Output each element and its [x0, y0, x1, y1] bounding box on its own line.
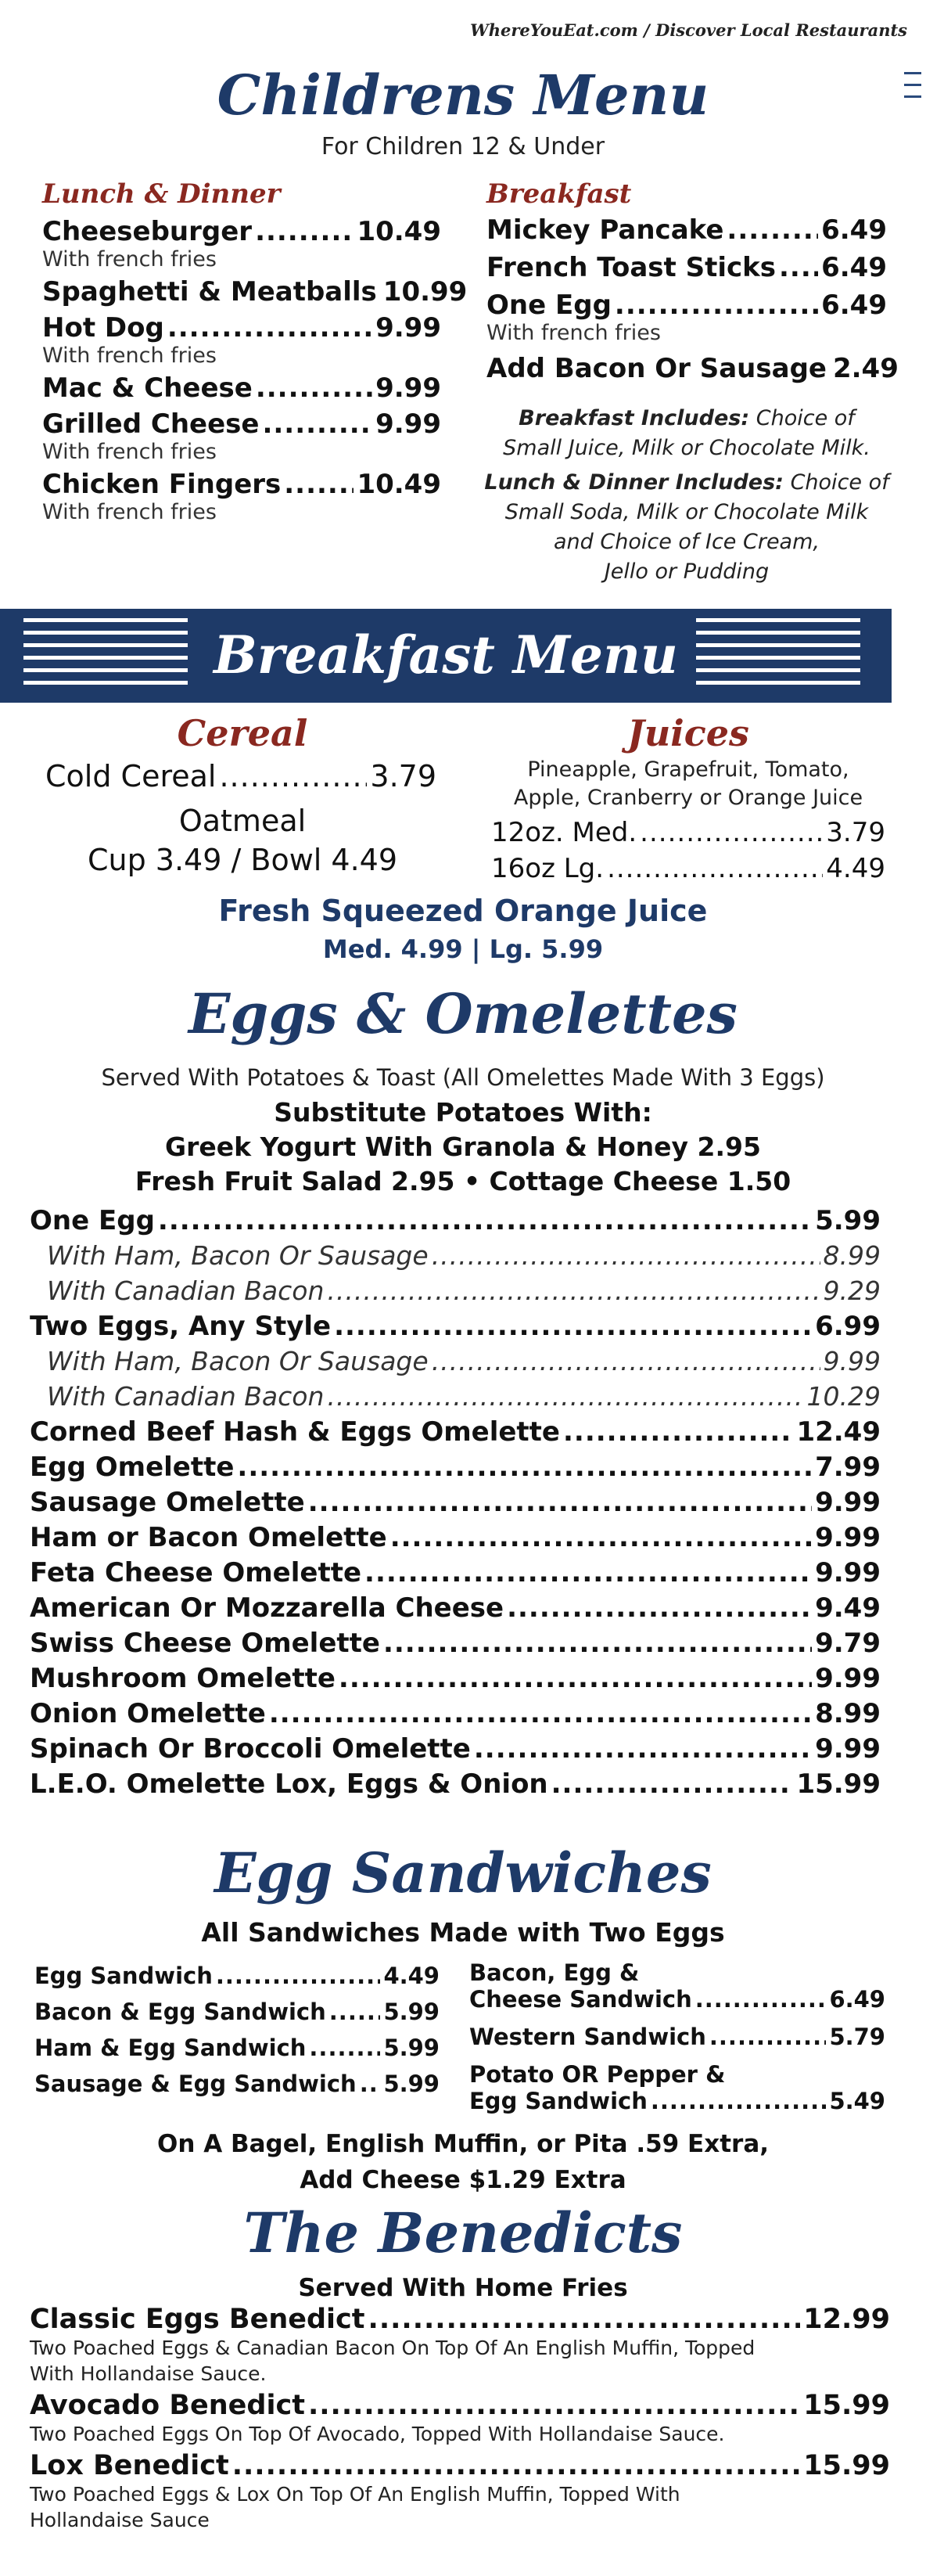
cold-cereal-row: Cold Cereal ..... 3.79	[45, 759, 436, 793]
juices-description: Pineapple, Grapefruit, Tomato, Apple, Cranberry or Orange Juice	[513, 757, 863, 810]
eggs-omelettes-title: Eggs & Omelettes	[188, 981, 738, 1046]
kid-item-mac-cheese: Mac & Cheese ..... 9.99	[42, 372, 441, 404]
egg-item-price: 9.99	[823, 1346, 881, 1376]
breakfast-menu-banner	[0, 609, 892, 703]
kid-item-note: With french fries	[42, 500, 217, 524]
egg-item-name: Swiss Cheese Omelette	[30, 1628, 380, 1659]
egg-item-row	[30, 1663, 881, 1698]
egg-item-row	[30, 1557, 881, 1592]
egg-sandwiches-title: Egg Sandwiches	[214, 1840, 712, 1905]
egg-item-name: Onion Omelette	[30, 1698, 266, 1729]
juices-heading: Juices	[627, 712, 749, 754]
kid-item-mickey-pancake: Mickey Pancake ..... 6.49	[486, 214, 887, 246]
breakfast-includes-note: Breakfast Includes: Choice of Small Juice, Milk or Chocolate Milk.	[503, 406, 870, 460]
egg-item-row	[30, 1452, 881, 1487]
leader-dots	[327, 1381, 803, 1412]
egg-item-row	[30, 1698, 881, 1733]
sandwiches-left-list	[34, 1963, 440, 2106]
egg-item-price: 9.99	[815, 1487, 881, 1518]
egg-item-price: 9.79	[815, 1628, 881, 1659]
egg-item-row	[30, 1205, 881, 1240]
kids-menu-title: Childrens Menu	[217, 63, 709, 128]
egg-item-name: Feta Cheese Omelette	[30, 1557, 362, 1588]
egg-item-row	[30, 1522, 881, 1557]
kid-item-spaghetti: Spaghetti & Meatballs 10.99	[42, 276, 468, 308]
substitute-option-2: Fresh Fruit Salad 2.95 • Cottage Cheese 1.50	[135, 1166, 791, 1196]
leader-dots	[158, 1205, 812, 1236]
egg-item-name: Ham or Bacon Omelette	[30, 1522, 387, 1553]
kid-item-cheeseburger: Cheeseburger ..... 10.49	[42, 216, 441, 247]
fresh-oj-prices: Med. 4.99 | Lg. 5.99	[322, 934, 604, 964]
kid-item-french-toast: French Toast Sticks ..... 6.49	[486, 252, 887, 283]
sandwich-extra-2: Add Cheese $1.29 Extra	[300, 2166, 626, 2194]
substitute-option-1: Greek Yogurt With Granola & Honey 2.95	[165, 1131, 761, 1162]
leader-dots	[383, 1628, 812, 1659]
kid-item-one-egg: One Egg ..... 6.49	[486, 290, 887, 321]
juice-sizes	[491, 817, 885, 884]
leader-dots	[432, 1240, 820, 1271]
egg-item-price: 6.99	[815, 1311, 881, 1342]
kids-lunch-list	[42, 216, 468, 524]
egg-item-price: 9.29	[823, 1275, 881, 1306]
juice-size-med: 12oz. Med. ..... 3.79	[491, 817, 885, 848]
leader-dots	[551, 1768, 794, 1800]
leader-dots	[237, 1452, 812, 1483]
egg-item-price: 15.99	[796, 1768, 881, 1800]
egg-item-row	[30, 1592, 881, 1628]
kid-item-note: With french fries	[486, 321, 661, 345]
benedicts-title: The Benedicts	[243, 2200, 683, 2265]
egg-item-row	[30, 1346, 881, 1381]
oatmeal-label: Oatmeal	[178, 804, 307, 838]
egg-item-name: With Ham, Bacon Or Sausage	[47, 1346, 429, 1376]
leader-dots	[334, 1311, 812, 1342]
benedict-avocado-desc: Two Poached Eggs On Top Of Avocado, Topped With Hollandaise Sauce.	[30, 2423, 725, 2445]
benedict-avocado: Avocado Benedict ..... 15.99	[30, 2390, 890, 2421]
benedicts-subtitle: Served With Home Fries	[298, 2274, 628, 2302]
sandwiches-subtitle: All Sandwiches Made with Two Eggs	[201, 1917, 725, 1948]
sandwich-ham-egg: Ham & Egg Sandwich ..... 5.99	[34, 2035, 440, 2071]
sandwich-bacon-egg-cheese-line1: Bacon, Egg &	[469, 1959, 640, 1986]
egg-item-row	[30, 1487, 881, 1522]
egg-item-price: 8.99	[815, 1698, 881, 1729]
egg-item-name: One Egg	[30, 1205, 155, 1236]
kid-item-chicken-fingers: Chicken Fingers ..... 10.49	[42, 469, 441, 500]
egg-item-row	[30, 1768, 881, 1804]
egg-item-row	[30, 1381, 881, 1416]
egg-item-name: American Or Mozzarella Cheese	[30, 1592, 504, 1624]
sandwich-sausage-egg: Sausage & Egg Sandwich ..... 5.99	[34, 2071, 440, 2106]
kid-item-add-bacon: Add Bacon Or Sausage 2.49	[486, 353, 899, 384]
sandwich-bacon-egg: Bacon & Egg Sandwich ..... 5.99	[34, 1999, 440, 2035]
egg-item-name: Mushroom Omelette	[30, 1663, 336, 1694]
kid-item-note: With french fries	[42, 247, 217, 272]
benedict-lox-desc: Two Poached Eggs & Lox On Top Of An English Muffin, Topped With Hollandaise Sauce	[30, 2483, 680, 2531]
sandwich-extra-1: On A Bagel, English Muffin, or Pita .59 Extra,	[156, 2130, 770, 2158]
egg-item-row	[30, 1275, 881, 1311]
leader-dots	[339, 1663, 812, 1694]
kid-item-grilled-cheese: Grilled Cheese ..... 9.99	[42, 408, 441, 440]
egg-item-row	[30, 1416, 881, 1452]
leader-dots	[308, 1487, 812, 1518]
sandwich-egg: Egg Sandwich ..... 4.49	[34, 1963, 440, 1999]
kid-item-note: With french fries	[42, 440, 217, 464]
leader-dots	[390, 1522, 812, 1553]
egg-item-price: 10.29	[806, 1381, 881, 1412]
egg-item-price: 9.99	[815, 1663, 881, 1694]
leader-dots	[507, 1592, 812, 1624]
oatmeal-prices: Cup 3.49 / Bowl 4.49	[87, 843, 398, 877]
egg-item-price: 9.49	[815, 1592, 881, 1624]
egg-item-name: Corned Beef Hash & Eggs Omelette	[30, 1416, 560, 1448]
benedict-classic: Classic Eggs Benedict ..... 12.99	[30, 2304, 890, 2335]
egg-item-name: Spinach Or Broccoli Omelette	[30, 1733, 471, 1765]
egg-item-price: 9.99	[815, 1733, 881, 1765]
egg-item-name: Two Eggs, Any Style	[30, 1311, 332, 1342]
kids-lunch-heading: Lunch & Dinner	[42, 178, 281, 210]
leader-dots	[364, 1557, 812, 1588]
egg-item-price: 5.99	[815, 1205, 881, 1236]
substitute-heading: Substitute Potatoes With:	[274, 1097, 652, 1128]
leader-dots	[563, 1416, 793, 1448]
sandwich-bacon-egg-cheese: Cheese Sandwich ..... 6.49	[469, 1986, 885, 2024]
benedict-classic-desc: Two Poached Eggs & Canadian Bacon On Top Of An English Muffin, Topped With Hollandaise Sauce.	[30, 2337, 756, 2385]
egg-item-price: 7.99	[815, 1452, 881, 1483]
egg-item-name: Sausage Omelette	[30, 1487, 305, 1518]
sandwich-western: Western Sandwich ..... 5.79	[469, 2024, 885, 2061]
breakfast-menu-title: Breakfast Menu	[214, 624, 678, 685]
leader-dots	[432, 1346, 820, 1376]
benedicts-list	[30, 2304, 890, 2533]
egg-item-name: With Ham, Bacon Or Sausage	[47, 1240, 429, 1271]
leader-dots	[327, 1275, 820, 1306]
sandwich-potato-pepper: Egg Sandwich ..... 5.49	[469, 2088, 885, 2114]
egg-item-row	[30, 1628, 881, 1663]
kid-item-hot-dog: Hot Dog ..... 9.99	[42, 312, 441, 344]
egg-item-name: With Canadian Bacon	[47, 1381, 325, 1412]
egg-item-name: L.E.O. Omelette Lox, Eggs & Onion	[30, 1768, 548, 1800]
sandwich-potato-pepper-line1: Potato OR Pepper &	[469, 2061, 726, 2088]
egg-item-price: 12.49	[796, 1416, 881, 1448]
egg-item-row	[30, 1311, 881, 1346]
egg-item-row	[30, 1733, 881, 1768]
juice-size-lg: 16oz Lg. ..... 4.49	[491, 853, 885, 884]
leader-dots	[474, 1733, 812, 1765]
egg-item-name: With Canadian Bacon	[47, 1275, 325, 1306]
egg-item-row	[30, 1240, 881, 1275]
kids-breakfast-list	[486, 214, 899, 384]
fresh-oj-title: Fresh Squeezed Orange Juice	[218, 894, 708, 928]
egg-item-price: 9.99	[815, 1522, 881, 1553]
benedict-lox: Lox Benedict ..... 15.99	[30, 2450, 890, 2481]
watermark: WhereYouEat.com / Discover Local Restaurants	[470, 20, 907, 40]
sandwiches-right-list	[469, 1959, 885, 2114]
lunch-includes-note: Lunch & Dinner Includes: Choice of Small Soda, Milk or Chocolate Milk and Choice of Ice Cream, Jello or Pudding	[484, 470, 889, 584]
egg-item-name: Egg Omelette	[30, 1452, 235, 1483]
eggs-list	[30, 1205, 881, 1804]
oatmeal-block	[31, 801, 454, 880]
kid-item-note: With french fries	[42, 344, 217, 368]
eggs-served-note: Served With Potatoes & Toast (All Omelettes Made With 3 Eggs)	[101, 1064, 825, 1091]
cereal-heading: Cereal	[177, 712, 308, 754]
leader-dots	[269, 1698, 812, 1729]
kids-menu-subtitle: For Children 12 & Under	[321, 133, 605, 160]
kids-breakfast-heading: Breakfast	[486, 178, 632, 210]
egg-item-price: 8.99	[823, 1240, 881, 1271]
egg-item-price: 9.99	[815, 1557, 881, 1588]
